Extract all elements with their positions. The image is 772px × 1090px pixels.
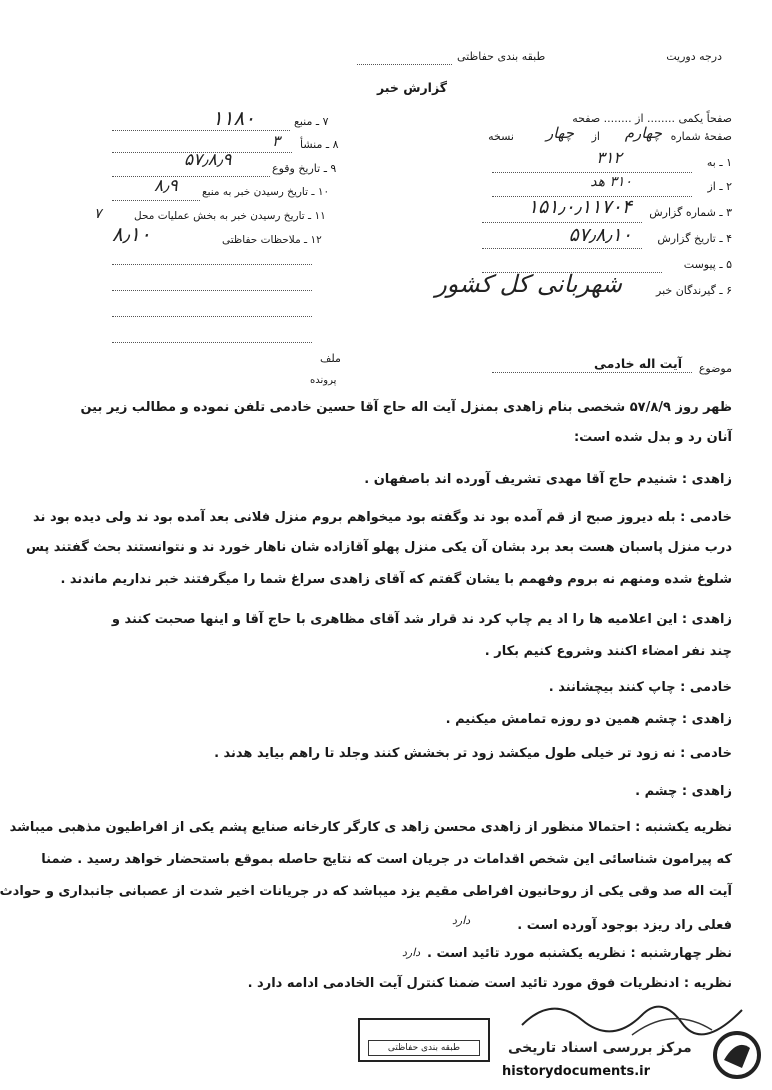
subject-value: آیت اله خادمی: [594, 356, 682, 371]
field-9-value: ۵۷٫۸٫۹: [184, 150, 232, 170]
field-page-b-value: چهارم: [624, 124, 662, 142]
field-4-label: ۴ ـ تاریخ گزارش: [657, 232, 732, 245]
dossier-label: پرونده: [310, 375, 337, 386]
body-line: ظهر روز ۵۷/۸/۹ شخصی بنام زاهدی بمنزل آیت اله حاج آقا حسین خادمی تلفن نموده و مطالب زیر بین: [80, 400, 732, 415]
field-11-value: ۸٫۱۰: [112, 222, 151, 246]
body-line: آنان رد و بدل شده است:: [573, 430, 732, 445]
field-page-b-value2: چهار: [545, 124, 574, 142]
field-3-line: [482, 222, 642, 223]
divider: [357, 64, 452, 65]
field-12-label: ۱۲ ـ ملاحظات حفاظتی: [222, 234, 322, 246]
field-page-b-mid: از: [591, 130, 600, 143]
field-10-line: [112, 200, 200, 201]
field-page-b-label: صفحهٔ شماره: [670, 130, 732, 143]
blank-line-1: [112, 264, 312, 265]
classification-label: درجه دوریت: [666, 50, 722, 63]
classification-stamp: [358, 1018, 490, 1062]
body-line: آیت اله صد وقی یکی از روحانیون افراطی مقیم یزد میباشد که در جریانات اخیر شدت از عصبانی جانبداری و حوادث: [0, 884, 732, 899]
security-section-label: طبقه بندی حفاظتی: [457, 50, 546, 63]
field-2-value: ۳۱۰ هد: [590, 174, 632, 190]
archive-logo-icon: [712, 1030, 762, 1080]
field-11-label: ۱۱ ـ تاریخ رسیدن خبر به بخش عملیات محل: [134, 210, 326, 222]
field-10-label: ۱۰ ـ تاریخ رسیدن خبر به منبع: [202, 186, 330, 198]
field-7-value: ۱۱۸۰: [212, 106, 255, 130]
field-1-value: ۳۱۲: [596, 148, 622, 167]
field-6-label: ۶ ـ گیرندگان خبر: [656, 284, 732, 297]
margin-note: دارد: [452, 914, 471, 927]
body-line: زاهدی : این اعلامیه ها را اد یم چاپ کرد ند قرار شد آقای مظاهری با حاج آقا و اینها صحبت کنند و: [111, 612, 732, 627]
body-line: فعلی راد ریزد بوجود آورده است .: [517, 918, 732, 933]
body-line: نظریه : ادنظریات فوق مورد تائید است ضمنا کنترل آیت الخادمی ادامه دارد .: [247, 976, 732, 991]
blank-line-4: [112, 342, 312, 343]
body-line: زاهدی : چشم همین دو روزه تمامش میکنیم .: [445, 712, 732, 727]
field-3-value: ۱۵۱٫۰٫۱۱۷۰۴: [527, 196, 632, 218]
field-page-a: صفحاً یکمی ........ از ........ صفحه: [572, 112, 732, 125]
field-4-line: [482, 248, 642, 249]
file-label: ملف: [320, 352, 341, 365]
body-line: چند نفر امضاء اکنند وشروع کنیم بکار .: [484, 644, 732, 659]
blank-line-2: [112, 290, 312, 291]
field-8-label: ۸ ـ منشأ: [300, 138, 339, 151]
subject-label: موضوع: [698, 362, 732, 375]
field-10-value: ۸٫۹: [154, 176, 178, 196]
field-page-b-end: نسخه: [488, 130, 514, 143]
report-title: گزارش خبر: [377, 80, 448, 95]
field-1-label: ۱ ـ به: [706, 156, 732, 169]
field-3-label: ۳ ـ شماره گزارش: [649, 206, 732, 219]
subject-line: [492, 372, 692, 373]
body-line: که پیرامون شناسائی این شخص اقدامات در جریان است که نتایج حاصله بموقع باستحضار خواهد رسید . ضمنا: [41, 852, 732, 867]
body-line: خادمی : نه زود تر خیلی طول میکشد زود تر بخشش کنند وجلد تا راهم بیاید هدند .: [214, 746, 732, 761]
body-line: شلوغ شده ومنهم نه بروم وفهمم با یشان گفتم که آقای زاهدی سراغ شما را میگرفتند خبر نداریم ماندند .: [60, 572, 732, 587]
field-6-value: شهربانی کل کشور: [435, 270, 622, 298]
field-7-label: ۷ ـ منبع: [294, 115, 329, 128]
margin-note-2: دارد: [402, 946, 421, 959]
field-7-line: [112, 130, 290, 131]
body-line: نظر چهارشنبه : نظریه یکشنبه مورد تائید است .: [427, 946, 732, 961]
field-9-label: ۹ ـ تاریخ وقوع: [272, 162, 337, 175]
field-8-value: ۳: [272, 132, 281, 150]
logo-url: historydocuments.ir: [502, 1064, 651, 1079]
body-line: زاهدی : شنیدم حاج آقا مهدی تشریف آورده اند باصفهان .: [364, 472, 732, 487]
logo-title: مرکز بررسی اسناد تاریخی: [508, 1040, 692, 1056]
field-5-label: ۵ ـ پیوست: [683, 258, 732, 271]
field-1-line: [492, 172, 692, 173]
body-line: نظریه یکشنبه : احتمالا منظور از زاهدی محسن زاهد ی کارگر کارخانه صنایع پشم یکی از افراطیون مذهبی میباشد: [9, 820, 732, 835]
field-4-value: ۵۷٫۸٫۱۰: [568, 224, 632, 246]
field-9-line: [112, 176, 270, 177]
margin-mark: ۷: [94, 206, 102, 222]
body-line: زاهدی : چشم .: [635, 784, 732, 799]
field-2-label: ۲ ـ از: [707, 180, 732, 193]
body-line: خادمی : بله دیروز صبح از قم آمده بود ند وگفته بود میخواهم بروم منزل فلانی بعد آمده بود ند ولی دیده بود ند: [33, 510, 732, 525]
body-line: خادمی : چاپ کنند بیچشانند .: [548, 680, 732, 695]
stamp-label: طبقه بندی حفاظتی: [368, 1040, 480, 1056]
blank-line-3: [112, 316, 312, 317]
body-line: درب منزل پاسبان هست بعد برد بشان آن یکی منزل پهلو آقازاده شان ناهار خورد ند و نتوانستند بحث گفتند پس: [25, 540, 732, 555]
